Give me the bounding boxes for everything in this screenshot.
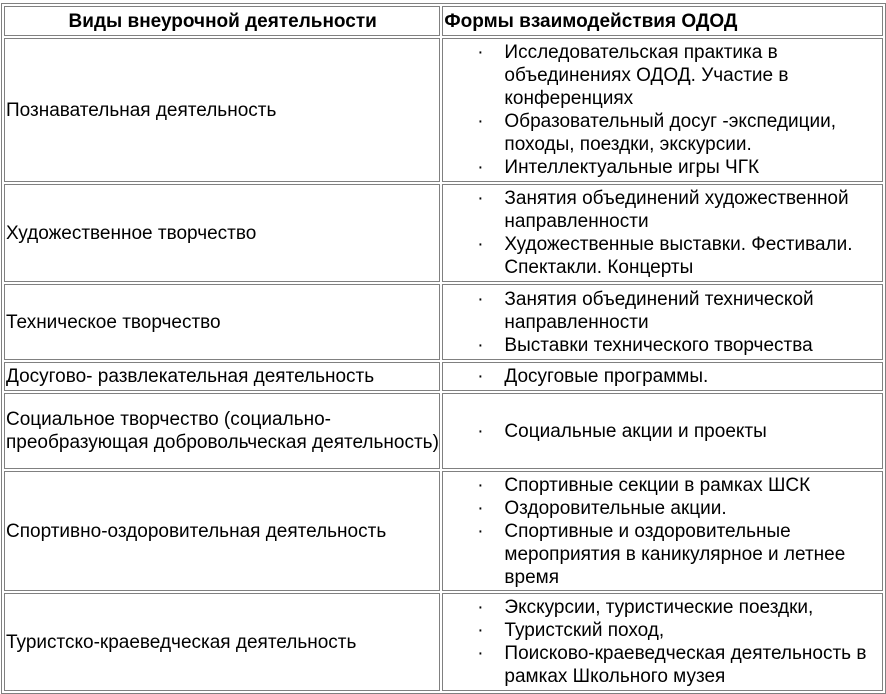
- form-text: Занятия объединений художественной направленности: [504, 188, 849, 232]
- list-item: [444, 41, 882, 110]
- list-item: [444, 288, 882, 334]
- form-text: Интеллектуальные игры ЧГК: [504, 157, 760, 178]
- bullet-icon: ·: [477, 497, 484, 519]
- list-item: [444, 520, 882, 589]
- bullet-icon: ·: [477, 643, 484, 664]
- activities-table: [1, 3, 886, 694]
- bullet-icon: ·: [477, 157, 484, 178]
- list-item: [444, 187, 882, 233]
- activity-type-cell: Познавательная деятельность: [4, 38, 440, 182]
- activity-type-cell: Туристско-краеведческая деятельность: [4, 593, 440, 691]
- form-text: Исследовательская практика в объединениях ОДОД. Участие в конференциях: [504, 42, 789, 109]
- header-row: [4, 6, 883, 36]
- activity-type-cell: Художественное творчество: [4, 184, 440, 282]
- header-activity-types: Виды внеурочной деятельности: [4, 6, 440, 36]
- list-item: [444, 474, 882, 497]
- table-row: [4, 393, 883, 469]
- form-text: Художественные выставки. Фестивали. Спектакли. Концерты: [504, 234, 853, 278]
- list-item: [444, 642, 882, 688]
- bullet-icon: ·: [477, 366, 484, 387]
- forms-list: [444, 187, 882, 279]
- form-text: Туристский поход,: [504, 620, 665, 641]
- interaction-forms-cell: [442, 284, 883, 360]
- form-text: Экскурсии, туристические поездки,: [504, 597, 814, 618]
- forms-list: [444, 474, 882, 589]
- interaction-forms-cell: [442, 471, 883, 591]
- table-row: [4, 593, 883, 691]
- bullet-icon: ·: [477, 474, 484, 496]
- bullet-icon: ·: [477, 597, 484, 618]
- bullet-icon: ·: [477, 334, 484, 356]
- form-text: Поисково-краеведческая деятельность в рамках Школьного музея: [504, 643, 867, 687]
- form-text: Спортивные секции в рамках ШСК: [504, 474, 811, 496]
- list-item: [444, 233, 882, 279]
- table-row: [4, 184, 883, 282]
- forms-list: [444, 41, 882, 179]
- bullet-icon: ·: [477, 188, 484, 209]
- table-row: [4, 284, 883, 360]
- list-item: [444, 497, 882, 520]
- form-text: Досуговые программы.: [504, 366, 709, 387]
- forms-list: [444, 288, 882, 357]
- bullet-icon: ·: [477, 234, 484, 255]
- activity-type-cell: Спортивно-оздоровительная деятельность: [4, 471, 440, 591]
- list-item: [444, 334, 882, 357]
- bullet-icon: ·: [477, 111, 484, 132]
- list-item: [444, 619, 882, 642]
- table-row: [4, 362, 883, 391]
- interaction-forms-cell: [442, 362, 883, 391]
- activity-type-cell: Досугово- развлекательная деятельность: [4, 362, 440, 391]
- form-text: Занятия объединений технической направленности: [504, 288, 814, 333]
- forms-list: [444, 365, 882, 388]
- interaction-forms-cell: [442, 593, 883, 691]
- bullet-icon: ·: [477, 620, 484, 641]
- interaction-forms-cell: [442, 38, 883, 182]
- forms-list: [444, 420, 882, 443]
- activity-type-cell: Социальное творчество (социально-преобразующая добровольческая деятельность): [4, 393, 440, 469]
- bullet-icon: ·: [477, 42, 484, 63]
- table-row: [4, 471, 883, 591]
- bullet-icon: ·: [477, 288, 484, 310]
- forms-list: [444, 596, 882, 688]
- form-text: Образовательный досуг -экспедиции, походы, поездки, экскурсии.: [504, 111, 836, 155]
- interaction-forms-cell: [442, 184, 883, 282]
- form-text: Оздоровительные акции.: [504, 497, 727, 519]
- table-row: [4, 38, 883, 182]
- list-item: [444, 596, 882, 619]
- activity-type-cell: Техническое творчество: [4, 284, 440, 360]
- table-body: [4, 38, 883, 691]
- form-text: Выставки технического творчества: [504, 334, 813, 356]
- bullet-icon: ·: [477, 520, 484, 542]
- header-interaction-forms: Формы взаимодействия ОДОД: [442, 6, 883, 36]
- list-item: [444, 365, 882, 388]
- form-text: Спортивные и оздоровительные мероприятия в каникулярное и летнее время: [504, 520, 846, 588]
- list-item: [444, 110, 882, 156]
- bullet-icon: ·: [477, 420, 484, 442]
- interaction-forms-cell: [442, 393, 883, 469]
- form-text: Социальные акции и проекты: [504, 420, 767, 442]
- list-item: [444, 420, 882, 443]
- list-item: [444, 156, 882, 179]
